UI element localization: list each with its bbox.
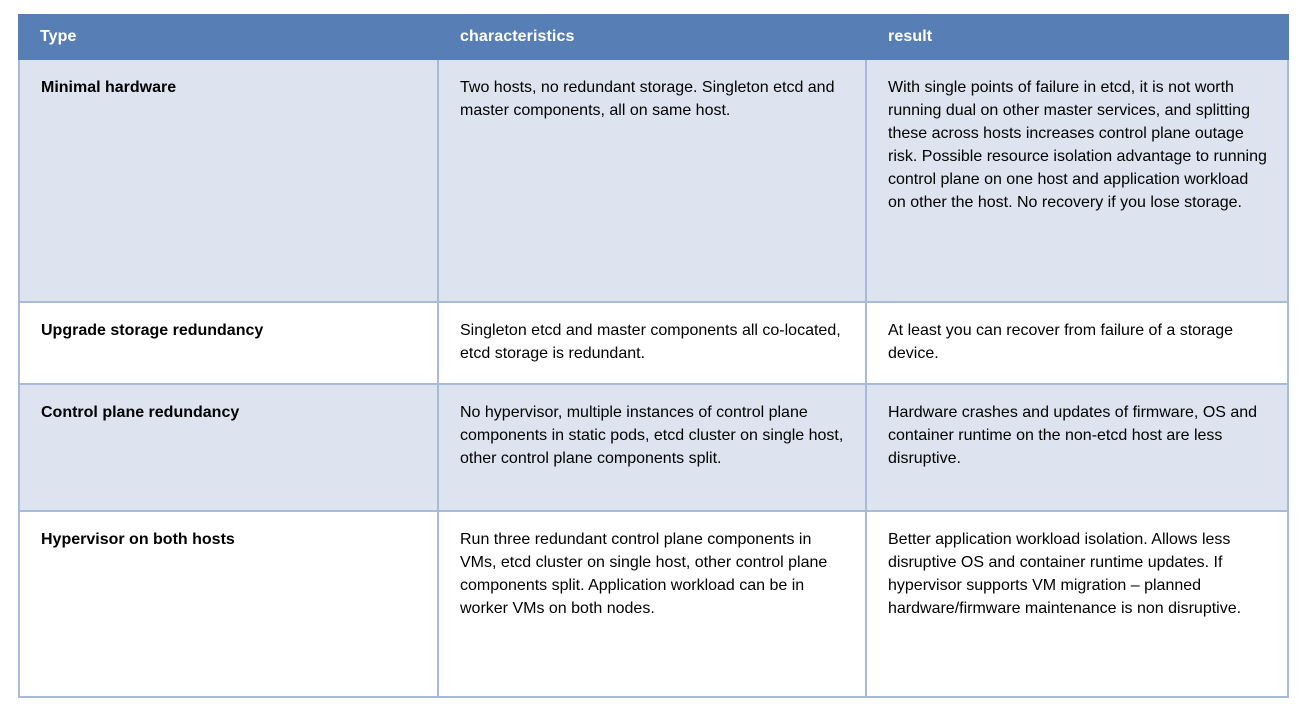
cell-characteristics: No hypervisor, multiple instances of control plane components in static pods, etcd cluster on single host, other control plane components split. — [439, 385, 865, 510]
cell-result: Hardware crashes and updates of firmware, OS and container runtime on the non-etcd host are less disruptive. — [867, 385, 1287, 510]
cell-characteristics: Singleton etcd and master components all co-located, etcd storage is redundant. — [439, 303, 865, 383]
cell-type: Control plane redundancy — [20, 385, 437, 510]
cell-type: Minimal hardware — [20, 60, 437, 301]
cell-type: Upgrade storage redundancy — [20, 303, 437, 383]
header-result: result — [888, 28, 933, 45]
header-type: Type — [40, 28, 77, 45]
cell-characteristics: Run three redundant control plane components in VMs, etcd cluster on single host, other control plane components split. Application workload can be in worker VMs on both nodes. — [439, 512, 865, 696]
cell-result: With single points of failure in etcd, it is not worth running dual on other master services, and splitting these across hosts increases control plane outage risk. Possible resource isolation advantage to running control plane on one host and application workload on other the host. No recovery if you lose storage. — [867, 60, 1287, 301]
table-body — [18, 60, 1289, 698]
cell-type: Hypervisor on both hosts — [20, 512, 437, 696]
comparison-table — [18, 14, 1289, 698]
cell-characteristics: Two hosts, no redundant storage. Singleton etcd and master components, all on same host. — [439, 60, 865, 301]
cell-result: Better application workload isolation. Allows less disruptive OS and container runtime updates. If hypervisor supports VM migration – planned hardware/firmware maintenance is non disruptive. — [867, 512, 1287, 696]
cell-result: At least you can recover from failure of a storage device. — [867, 303, 1287, 383]
header-characteristics: characteristics — [460, 28, 575, 45]
table-header-row — [18, 14, 1289, 60]
